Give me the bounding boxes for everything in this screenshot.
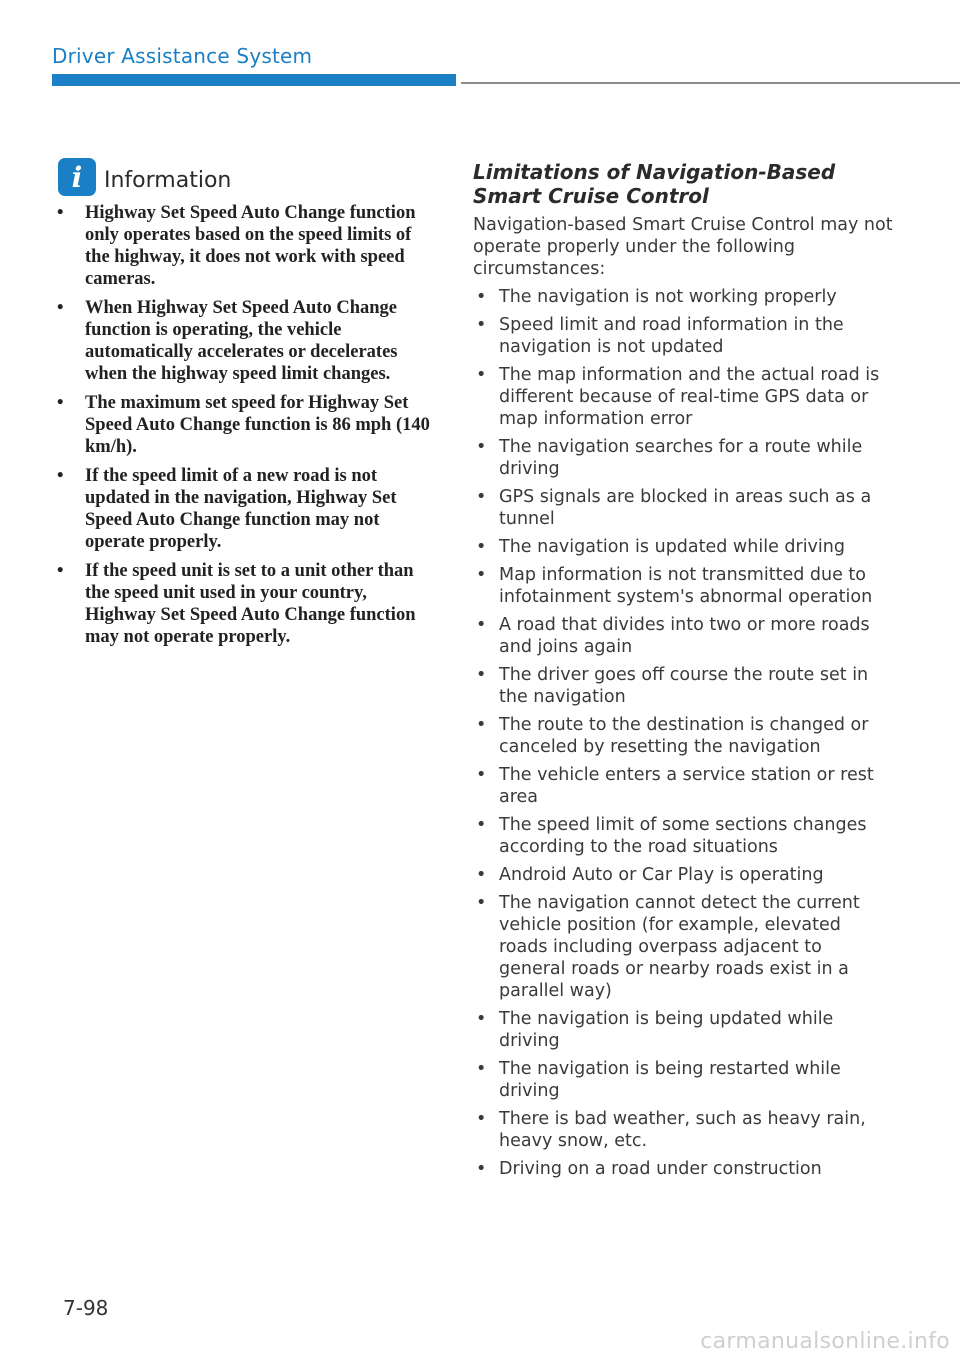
limitations-list: [473, 286, 893, 1186]
header-accent-bar: [52, 74, 456, 86]
list-item-text: The navigation searches for a route while driving: [499, 437, 863, 479]
list-item: [473, 564, 893, 608]
bullet-icon: •: [476, 815, 487, 835]
bullet-icon: •: [57, 393, 64, 413]
bullet-icon: •: [57, 466, 64, 486]
bullet-icon: •: [476, 1159, 487, 1179]
list-item: [473, 1158, 893, 1180]
list-item-text: The navigation is not working properly: [499, 287, 837, 307]
list-item-text: Driving on a road under construction: [499, 1159, 822, 1179]
list-item-text: Android Auto or Car Play is operating: [499, 865, 824, 885]
list-item-text: The vehicle enters a service station or rest area: [499, 765, 874, 807]
list-item: [473, 314, 893, 358]
list-item-text: The map information and the actual road is different because of real-time GPS data or map information error: [499, 365, 880, 429]
page-number: 7-98: [63, 1296, 109, 1320]
list-item-text: A road that divides into two or more roads and joins again: [499, 615, 870, 657]
list-item-text: The navigation is being updated while driving: [499, 1009, 834, 1051]
list-item-text: The navigation is updated while driving: [499, 537, 845, 557]
list-item: [473, 1058, 893, 1102]
section-title: Driver Assistance System: [52, 44, 313, 68]
list-item: [57, 465, 437, 553]
bullet-icon: •: [476, 1109, 487, 1129]
list-item: [473, 614, 893, 658]
bullet-icon: •: [476, 315, 487, 335]
list-item: [57, 202, 437, 290]
bullet-icon: •: [57, 561, 64, 581]
list-item-text: The speed limit of some sections changes according to the road situations: [499, 815, 867, 857]
list-item: [57, 297, 437, 385]
bullet-icon: •: [476, 893, 487, 913]
bullet-icon: •: [476, 865, 487, 885]
bullet-icon: •: [476, 537, 487, 557]
bullet-icon: •: [476, 1059, 487, 1079]
section-heading: Limitations of Navigation-Based Smart Cruise Control: [473, 160, 836, 208]
list-item: [473, 1008, 893, 1052]
bullet-icon: •: [476, 665, 487, 685]
list-item-text: The driver goes off course the route set in the navigation: [499, 665, 869, 707]
list-item: [473, 714, 893, 758]
list-item: [473, 486, 893, 530]
bullet-icon: •: [476, 615, 487, 635]
bullet-icon: •: [476, 715, 487, 735]
bullet-icon: •: [476, 487, 487, 507]
bullet-icon: •: [476, 437, 487, 457]
list-item-text: If the speed limit of a new road is not updated in the navigation, Highway Set Speed Auto Change function may not operate properly.: [85, 466, 397, 552]
list-item: [57, 392, 437, 458]
bullet-icon: •: [476, 565, 487, 585]
info-list: [57, 202, 437, 655]
list-item-text: Map information is not transmitted due to infotainment system's abnormal operation: [499, 565, 873, 607]
list-item: [473, 536, 893, 558]
info-icon: i: [58, 158, 96, 196]
info-title: Information: [104, 168, 232, 193]
list-item-text: There is bad weather, such as heavy rain, heavy snow, etc.: [499, 1109, 866, 1151]
bullet-icon: •: [57, 298, 64, 318]
list-item: [473, 436, 893, 480]
watermark: carmanualsonline.info: [700, 1329, 950, 1354]
list-item: [473, 814, 893, 858]
list-item-text: The navigation is being restarted while driving: [499, 1059, 841, 1101]
list-item: [473, 1108, 893, 1152]
list-item-text: The maximum set speed for Highway Set Speed Auto Change function is 86 mph (140 km/h).: [85, 393, 430, 457]
list-item: [473, 764, 893, 808]
list-item: [57, 560, 437, 648]
bullet-icon: •: [476, 365, 487, 385]
list-item-text: GPS signals are blocked in areas such as a tunnel: [499, 487, 872, 529]
list-item: [473, 892, 893, 1002]
list-item-text: Highway Set Speed Auto Change function only operates based on the speed limits of the highway, it does not work with speed cameras.: [85, 203, 416, 289]
list-item-text: Speed limit and road information in the navigation is not updated: [499, 315, 844, 357]
list-item: [473, 364, 893, 430]
bullet-icon: •: [476, 287, 487, 307]
header-divider: [461, 82, 960, 84]
list-item-text: The route to the destination is changed or canceled by resetting the navigation: [499, 715, 869, 757]
list-item: [473, 286, 893, 308]
section-intro: Navigation-based Smart Cruise Control may not operate properly under the following circumstances:: [473, 215, 893, 279]
bullet-icon: •: [57, 203, 64, 223]
list-item: [473, 864, 893, 886]
list-item-text: If the speed unit is set to a unit other than the speed unit used in your country, Highway Set Speed Auto Change function may not operate properly.: [85, 561, 416, 647]
list-item-text: When Highway Set Speed Auto Change function is operating, the vehicle automatically accelerates or decelerates when the highway speed limit changes.: [85, 298, 398, 384]
bullet-icon: •: [476, 765, 487, 785]
list-item-text: The navigation cannot detect the current vehicle position (for example, elevated roads including overpass adjacent to general roads or nearby roads exist in a parallel way): [499, 893, 860, 1001]
bullet-icon: •: [476, 1009, 487, 1029]
list-item: [473, 664, 893, 708]
